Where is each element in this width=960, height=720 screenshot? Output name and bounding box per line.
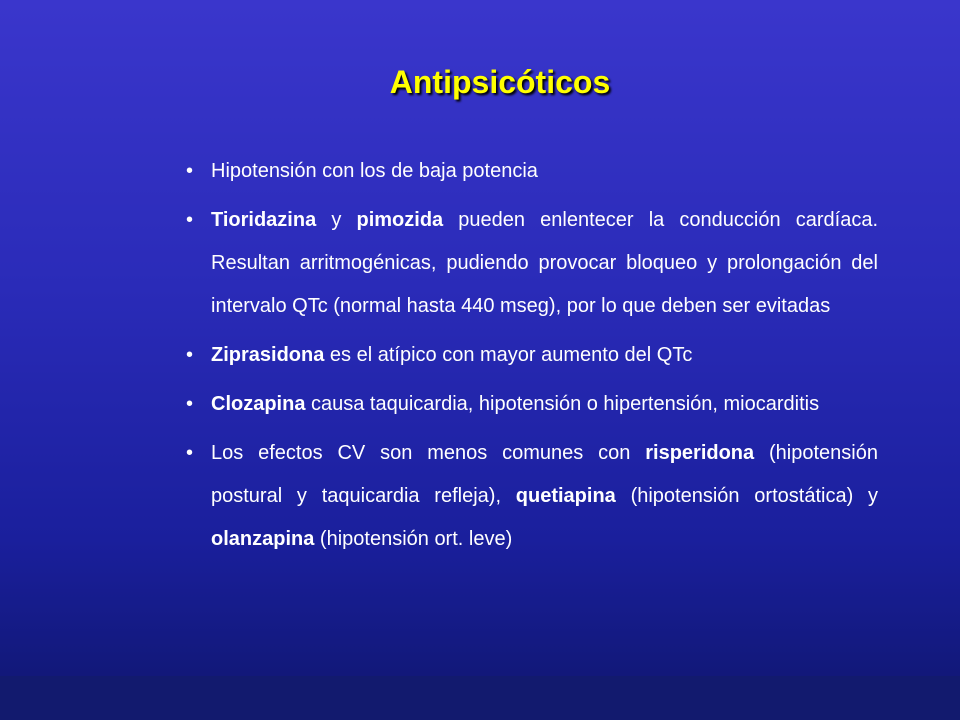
text-segment: (hipotensión ort. leve) (314, 528, 513, 550)
drug-name: Tioridazina (211, 209, 317, 231)
bullet-list (186, 150, 878, 567)
drug-name: Clozapina (211, 393, 306, 415)
drug-name: pimozida (356, 209, 444, 231)
slide-title: Antipsicóticos (389, 64, 611, 100)
drug-name: Ziprasidona (211, 344, 325, 366)
text-segment: pueden enlentecer la conducción cardíaca. Resultan arritmogénicas, pudiendo provocar bloqueo y prolongación del intervalo QTc (normal hasta 440 mseg), por lo que deben ser evitadas (211, 209, 878, 317)
bullet-text (211, 383, 878, 426)
bullet-item (186, 150, 878, 193)
bullet-item (186, 334, 878, 377)
bullet-text (211, 150, 878, 193)
bullet-text (211, 199, 878, 328)
bullet-text (211, 432, 878, 561)
bullet-dot-icon: • (186, 442, 194, 464)
bullet-dot-icon: • (186, 160, 194, 182)
text-segment: Los efectos CV son menos comunes con (211, 442, 646, 464)
bullet-item (186, 432, 878, 561)
text-segment: (hipotensión postural y taquicardia refleja), (211, 442, 878, 507)
bullet-item (186, 199, 878, 328)
bullet-dot-icon: • (186, 344, 194, 366)
drug-name: quetiapina (515, 485, 616, 507)
text-segment: es el atípico con mayor aumento del QTc (324, 344, 693, 366)
text-segment: Hipotensión con los de baja potencia (211, 160, 538, 182)
text-segment: causa taquicardia, hipotensión o hipertensión, miocarditis (305, 393, 820, 415)
bullet-dot-icon: • (186, 393, 194, 415)
bullet-dot-icon: • (186, 209, 194, 231)
drug-name: olanzapina (211, 528, 315, 550)
bullet-item (186, 383, 878, 426)
text-segment: (hipotensión ortostática) y (615, 485, 879, 507)
text-segment: y (316, 209, 357, 231)
bullet-text (211, 334, 878, 377)
drug-name: risperidona (645, 442, 755, 464)
footer-band (0, 676, 960, 720)
